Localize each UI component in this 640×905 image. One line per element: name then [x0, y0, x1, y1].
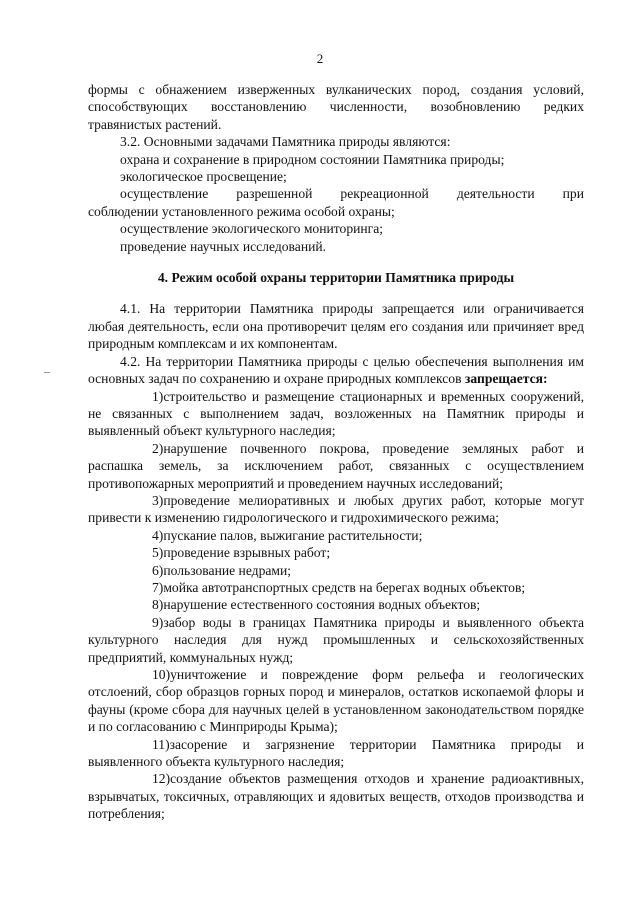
paragraph-4-2: [88, 353, 584, 388]
prohibited-list: [88, 388, 584, 823]
list-item: [88, 527, 584, 544]
task-item: экологическое просвещение;: [120, 169, 287, 185]
intro-line: травянистых растений.: [88, 116, 222, 132]
list-item-text: мойка автотранспортных средств на берегах водных объектов;: [163, 579, 526, 595]
list-item-number: 1): [152, 388, 164, 404]
list-item-text: нарушение почвенного покрова, проведение земляных работ и распашка земель, за исключением работ, связанных с осуществлением противопожарных мероприятий и проведением научных исследований;: [88, 440, 584, 491]
list-item-number: 8): [152, 597, 164, 613]
intro-line: формы с обнажением изверженных вулканических пород, создания условий,: [88, 82, 584, 97]
intro-line: способствующих восстановлению численности, возобновлению редких: [88, 99, 584, 115]
list-item-number: 5): [152, 545, 164, 561]
list-item-text: пускание палов, выжигание растительности;: [163, 527, 423, 543]
list-item: [88, 770, 584, 822]
list-item-number: 2): [152, 440, 164, 456]
task-item: охрана и сохранение в природном состоянии Памятника природы;: [120, 151, 505, 167]
list-item: [88, 544, 584, 561]
margin-mark: [44, 372, 50, 373]
list-item-number: 6): [152, 562, 164, 578]
list-item: [88, 562, 584, 579]
list-item: [88, 492, 584, 527]
list-item-text: нарушение естественного состояния водных объектов;: [163, 597, 481, 613]
list-item: [88, 440, 584, 492]
list-item-number: 3): [152, 492, 164, 508]
list-item-text: создание объектов размещения отходов и хранение радиоактивных, взрывчатых, токсичных, отравляющих и ядовитых веществ, отходов производства и потребления;: [88, 771, 584, 822]
list-item-number: 4): [152, 527, 164, 543]
prohibited-label: запрещается:: [464, 371, 548, 387]
list-item: [88, 596, 584, 613]
document-body: [88, 81, 584, 823]
list-item: [88, 666, 584, 736]
list-item-text: строительство и размещение стационарных и временных сооружений, не связанных с выполнением задач, возложенных на Памятник природы и выявленный объект культурного наследия;: [88, 388, 584, 439]
list-item-number: 9): [152, 614, 164, 630]
list-item-number: 11): [152, 736, 170, 752]
page-number: 2: [316, 51, 324, 66]
list-item-text: проведение взрывных работ;: [163, 545, 331, 561]
task-item-continuation: соблюдении установленного режима особой охраны;: [88, 203, 395, 219]
task-item: осуществление разрешенной рекреационной деятельности при: [120, 186, 584, 202]
list-item-text: уничтожение и повреждение форм рельефа и геологических отслоений, сбор образцов горных пород и минералов, остатков ископаемой флоры и фауны (кроме сбора для научных целей в установленном законодательством порядке и по согласованию с Минприроды Крыма);: [88, 667, 584, 735]
list-item-text: засорение и загрязнение территории Памятника природы и выявленного объекта культурного наследия;: [88, 736, 584, 770]
list-item-number: 12): [152, 771, 171, 787]
list-item: [88, 736, 584, 771]
list-item-text: забор воды в границах Памятника природы и выявленного объекта культурного наследия для нужд промышленных и сельскохозяйственных предприятий, коммунальных нужд;: [88, 614, 584, 665]
list-item: [88, 614, 584, 666]
task-item: проведение научных исследований.: [120, 238, 327, 254]
section-4-heading: 4. Режим особой охраны территории Памятника природы: [157, 270, 515, 286]
list-item-text: проведение мелиоративных и любых других работ, которые могут привести к изменению гидрологического и гидрохимического режима;: [88, 492, 584, 526]
list-item-number: 7): [152, 579, 164, 595]
list-item: [88, 579, 584, 596]
paragraph-4-2-text: 4.2. На территории Памятника природы с целью обеспечения выполнения им основных задач по сохранению и охране природных комплексов: [88, 353, 584, 387]
task-item: осуществление экологического мониторинга;: [120, 221, 384, 237]
paragraph-4-1: 4.1. На территории Памятника природы запрещается или ограничивается любая деятельность, если она противоречит целям его создания или причиняет вред природным комплексам и их компонентам.: [88, 301, 584, 352]
list-item-number: 10): [152, 667, 171, 682]
list-item: [88, 388, 584, 440]
list-item-text: пользование недрами;: [163, 562, 292, 578]
section-3-2-title: 3.2. Основными задачами Памятника природы являются:: [120, 134, 451, 150]
